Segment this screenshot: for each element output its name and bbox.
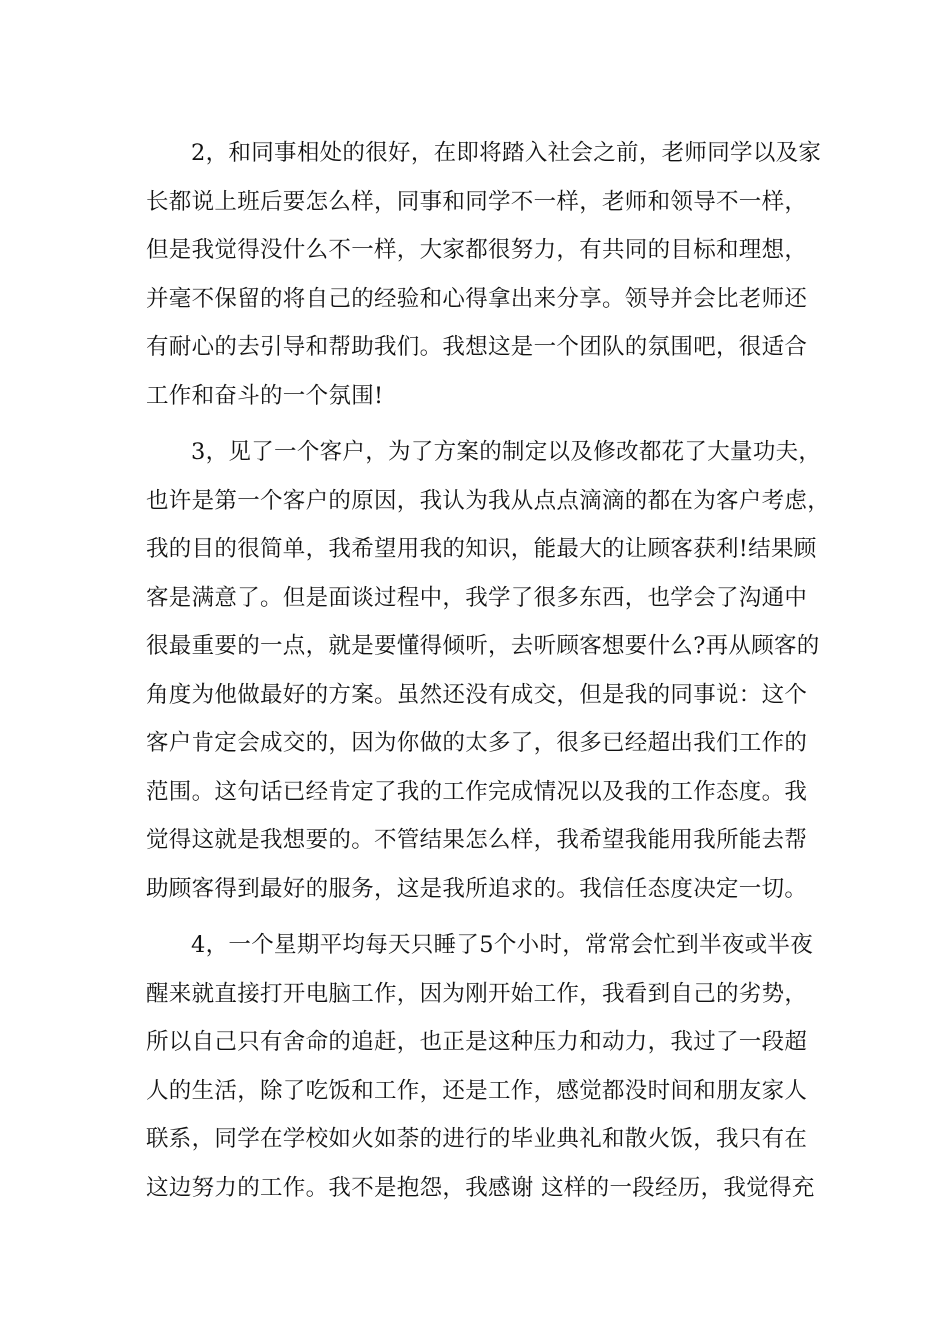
- paragraph-line: 4，一个星期平均每天只睡了5个小时，常常会忙到半夜或半夜: [191, 932, 814, 958]
- paragraph-line: 有耐心的去引导和帮助我们。我想这是一个团队的氛围吧，很适合: [146, 334, 808, 360]
- paragraph-line: 很最重要的一点，就是要懂得倾听，去听顾客想要什么?再从顾客的: [146, 633, 820, 659]
- paragraph-line: 我的目的很简单，我希望用我的知识，能最大的让顾客获利!结果顾: [146, 536, 817, 562]
- paragraph-line: 醒来就直接打开电脑工作，因为刚开始工作，我看到自己的劣势，: [146, 981, 808, 1007]
- paragraph-line: 长都说上班后要怎么样，同事和同学不一样，老师和领导不一样，: [146, 189, 808, 215]
- paragraph-line: 人的生活，除了吃饭和工作，还是工作，感觉都没时间和朋友家人: [146, 1078, 808, 1104]
- paragraph-line: 客是满意了。但是面谈过程中，我学了很多东西，也学会了沟通中: [146, 585, 808, 611]
- paragraph-line: 这边努力的工作。我不是抱怨，我感谢 这样的一段经历，我觉得充: [146, 1175, 815, 1201]
- paragraph-line: 范围。这句话已经肯定了我的工作完成情况以及我的工作态度。我: [146, 779, 808, 805]
- paragraph-line: 3，见了一个客户，为了方案的制定以及修改都花了大量功夫，: [191, 439, 822, 465]
- paragraph-line: 也许是第一个客户的原因，我认为我从点点滴滴的都在为客户考虑，: [146, 488, 831, 514]
- paragraph-line: 所以自己只有舍命的追赶，也正是这种压力和动力，我过了一段超: [146, 1029, 808, 1055]
- paragraph-line: 角度为他做最好的方案。虽然还没有成交，但是我的同事说：这个: [146, 682, 808, 708]
- paragraph-line: 助顾客得到最好的服务，这是我所追求的。我信任态度决定一切。: [146, 876, 808, 902]
- paragraph-line: 觉得这就是我想要的。不管结果怎么样，我希望我能用我所能去帮: [146, 827, 808, 853]
- paragraph-line: 2，和同事相处的很好，在即将踏入社会之前，老师同学以及家: [191, 140, 822, 166]
- paragraph-line: 客户肯定会成交的，因为你做的太多了，很多已经超出我们工作的: [146, 730, 808, 756]
- paragraph-line: 但是我觉得没什么不一样，大家都很努力，有共同的目标和理想，: [146, 237, 808, 263]
- paragraph-line: 工作和奋斗的一个氛围!: [146, 383, 384, 409]
- paragraph-line: 联系，同学在学校如火如荼的进行的毕业典礼和散火饭，我只有在: [146, 1126, 808, 1152]
- paragraph-line: 并毫不保留的将自己的经验和心得拿出来分享。领导并会比老师还: [146, 286, 808, 312]
